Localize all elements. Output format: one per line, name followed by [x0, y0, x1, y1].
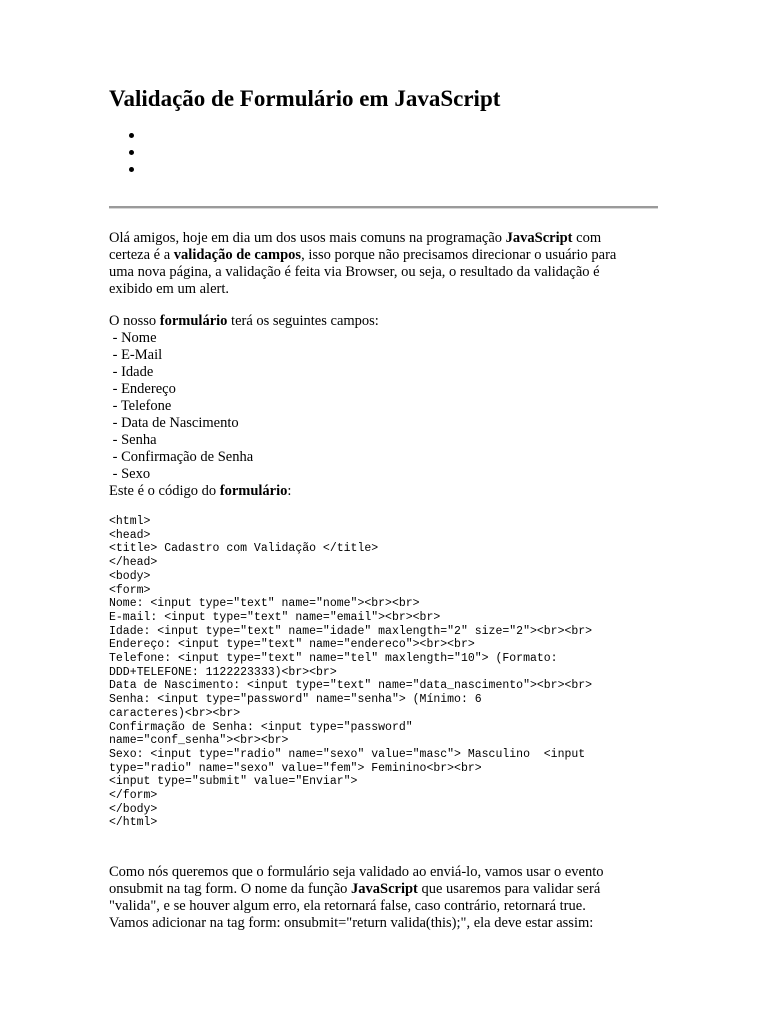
field-list-item: - Telefone — [109, 398, 172, 414]
field-list-item: - E-Mail — [109, 347, 163, 363]
code-line: <html> — [109, 515, 151, 528]
text-run: : — [287, 483, 292, 499]
text-run: O nosso — [109, 313, 160, 329]
text-line: Vamos adicionar na tag form: onsubmit="return valida(this);", ela deve estar assim: — [109, 915, 594, 931]
bold-text: formulário — [219, 483, 288, 499]
code-line: <body> — [109, 569, 151, 583]
fields-paragraph — [109, 313, 669, 500]
code-line: Senha: <input type="password" name="senha"> (Mínimo: 6 — [109, 693, 482, 707]
page-title: Validação de Formulário em JavaScript — [109, 86, 501, 111]
field-list-item: - Data de Nascimento — [109, 415, 239, 431]
code-line: </html> — [109, 816, 158, 830]
intro-paragraph — [109, 230, 669, 298]
code-line: name="conf_senha"><br><br> — [109, 734, 289, 748]
text-run: Este é o código do — [109, 483, 220, 499]
text-line: Como nós queremos que o formulário seja validado ao enviá-lo, vamos usar o evento — [109, 864, 604, 880]
text-line: exibido em um alert. — [109, 281, 229, 297]
text-run: onsubmit na tag form. O nome da função — [109, 881, 352, 897]
code-line: Endereço: <input type="text" name="endereco"><br><br> — [109, 638, 475, 652]
bold-text: JavaScript — [351, 881, 418, 897]
code-line: Data de Nascimento: <input type="text" name="data_nascimento"><br><br> — [109, 679, 593, 693]
code-line: type="radio" name="sexo" value="fem"> Feminino<br><br> — [109, 761, 482, 775]
text-line: "valida", e se houver algum erro, ela retornará false, caso contrário, retornará true. — [109, 898, 586, 914]
field-list-item: - Idade — [109, 364, 154, 380]
field-list-item: - Sexo — [109, 466, 151, 482]
code-line: <head> — [109, 528, 151, 542]
code-line: caracteres)<br><br> — [109, 706, 241, 720]
text-run: com — [572, 230, 602, 246]
code-line: <input type="submit" value="Enviar"> — [109, 775, 358, 789]
field-list-item: - Nome — [109, 330, 157, 346]
code-line: E-mail: <input type="text" name="email"><br><br> — [109, 610, 441, 624]
code-line: Nome: <input type="text" name="nome"><br><br> — [109, 597, 420, 611]
field-list-item: - Endereço — [109, 381, 176, 397]
code-line: Confirmação de Senha: <input type="password" — [109, 720, 413, 734]
bold-text: formulário — [159, 313, 228, 329]
code-line: <form> — [109, 583, 151, 597]
code-line: <title> Cadastro com Validação </title> — [109, 542, 379, 556]
code-line: </head> — [109, 556, 158, 570]
text-run: que usaremos para validar será — [417, 881, 601, 897]
outro-paragraph — [109, 864, 669, 932]
horizontal-divider — [109, 206, 658, 209]
field-list-item: - Senha — [109, 432, 157, 448]
code-block — [109, 515, 592, 830]
code-line: DDD+TELEFONE: 1122223333)<br><br> — [109, 665, 337, 679]
text-run: certeza é a — [109, 247, 174, 263]
field-list-item: - Confirmação de Senha — [109, 449, 254, 465]
code-line: Idade: <input type="text" name="idade" maxlength="2" size="2"><br><br> — [109, 624, 593, 638]
code-line: </form> — [109, 789, 158, 803]
bold-text: validação de campos — [173, 247, 302, 263]
text-run: Olá amigos, hoje em dia um dos usos mais comuns na programação — [109, 230, 506, 246]
code-line: </body> — [109, 802, 158, 816]
text-line: uma nova página, a validação é feita via Browser, ou seja, o resultado da validação é — [109, 264, 600, 280]
text-run: terá os seguintes campos: — [227, 313, 379, 329]
code-line: Telefone: <input type="text" name="tel" maxlength="10"> (Formato: — [109, 652, 558, 666]
text-run: , isso porque não precisamos direcionar o usuário para — [301, 247, 617, 263]
bold-text: JavaScript — [505, 230, 573, 246]
code-line: Sexo: <input type="radio" name="sexo" value="masc"> Masculino <input — [109, 747, 586, 761]
